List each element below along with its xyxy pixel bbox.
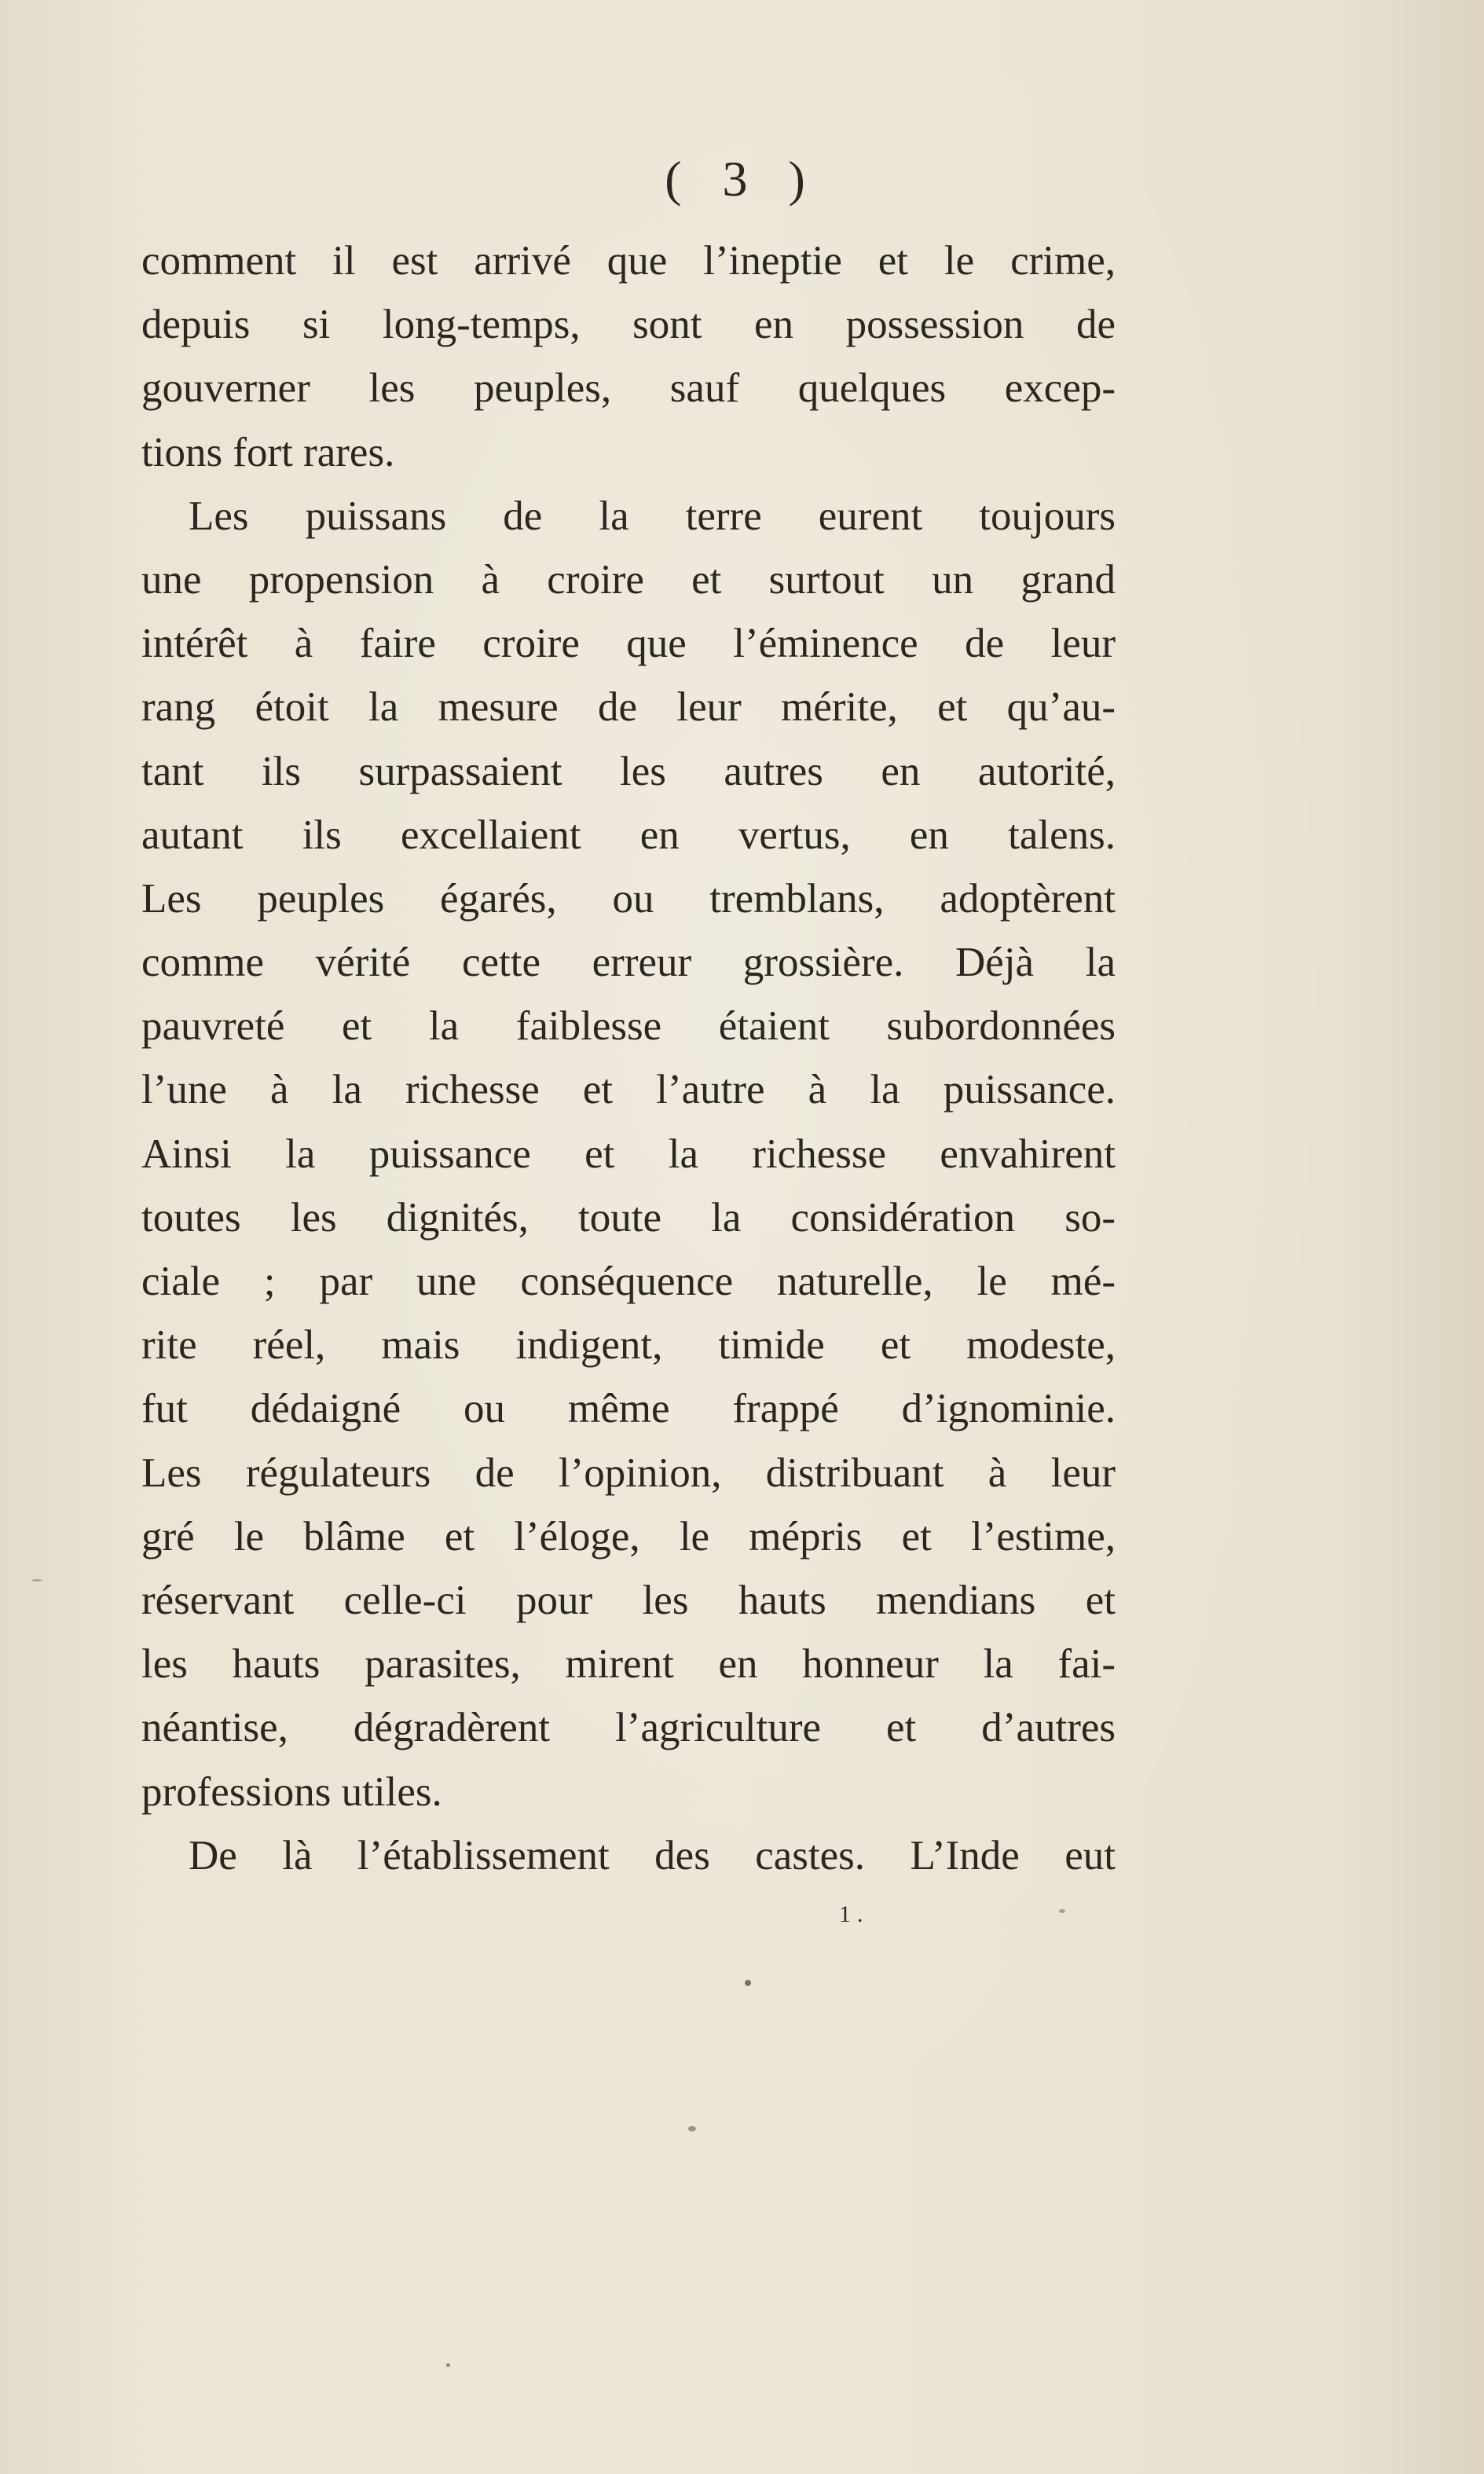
- text-line: rang étoit la mesure de leur mérite, et qu’au-: [141, 684, 1116, 731]
- paper-speck: [446, 2363, 450, 2367]
- text-line: comme vérité cette erreur grossière. Déjà la: [141, 940, 1116, 986]
- page-number: ( 3 ): [665, 151, 819, 207]
- text-line: gré le blâme et l’éloge, le mépris et l’estime,: [141, 1513, 1116, 1560]
- text-line: néantise, dégradèrent l’agriculture et d’autres: [141, 1705, 1116, 1751]
- text-line: une propension à croire et surtout un grand: [141, 556, 1116, 603]
- paper-speck: [31, 1579, 42, 1582]
- text-line: réservant celle-ci pour les hauts mendians et: [141, 1577, 1116, 1623]
- text-line: gouverner les peuples, sauf quelques excep-: [141, 365, 1116, 412]
- text-line: professions utiles.: [141, 1768, 442, 1815]
- text-line: tant ils surpassaient les autres en autorité,: [141, 748, 1116, 794]
- text-line: Ainsi la puissance et la richesse envahirent: [141, 1131, 1116, 1177]
- text-line: intérêt à faire croire que l’éminence de leur: [141, 621, 1116, 667]
- signature-mark: 1.: [839, 1901, 870, 1927]
- paragraph-start-line: Les puissans de la terre eurent toujours: [189, 493, 1116, 539]
- paragraph-start-line: De là l’établissement des castes. L’Inde eut: [189, 1832, 1116, 1878]
- text-line: comment il est arrivé que l’ineptie et le crime,: [141, 238, 1116, 284]
- text-line: Les régulateurs de l’opinion, distribuant à leur: [141, 1450, 1116, 1496]
- text-line: pauvreté et la faiblesse étaient subordonnées: [141, 1003, 1116, 1050]
- paper-speck: [1059, 1909, 1065, 1913]
- text-line: rite réel, mais indigent, timide et modeste,: [141, 1322, 1116, 1369]
- paper-speck: [688, 2126, 696, 2131]
- text-line: les hauts parasites, mirent en honneur la fai-: [141, 1641, 1116, 1688]
- text-line: autant ils excellaient en vertus, en talens.: [141, 812, 1116, 858]
- text-line: fut dédaigné ou même frappé d’ignominie.: [141, 1386, 1116, 1432]
- text-line: tions fort rares.: [141, 429, 395, 475]
- body-text: [141, 229, 1116, 1888]
- text-line: ciale ; par une conséquence naturelle, le mé-: [141, 1259, 1116, 1304]
- text-line: depuis si long-temps, sont en possession de: [141, 302, 1116, 348]
- text-line: toutes les dignités, toute la considération so-: [141, 1194, 1116, 1241]
- paper-speck: [745, 1980, 751, 1986]
- text-line: Les peuples égarés, ou tremblans, adoptèrent: [141, 875, 1116, 922]
- text-line: l’une à la richesse et l’autre à la puissance.: [141, 1067, 1116, 1113]
